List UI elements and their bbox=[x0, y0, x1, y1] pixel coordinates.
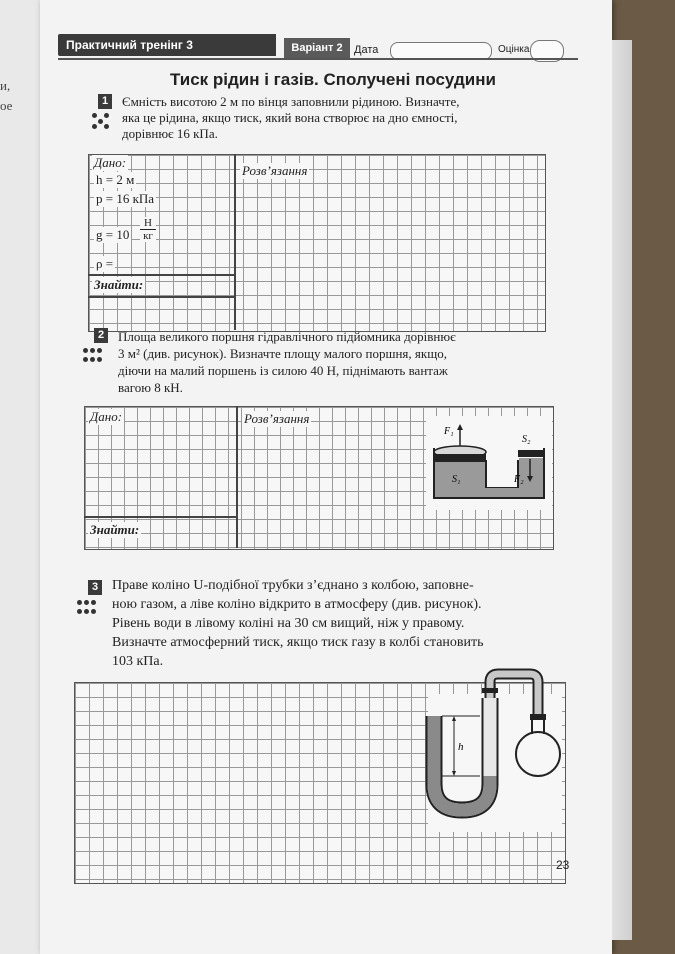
grade-label: Оцінка bbox=[498, 44, 530, 55]
task3-text bbox=[112, 576, 484, 671]
force-f2-label: F₂ bbox=[514, 474, 524, 485]
task2-given-label: Дано: bbox=[90, 409, 123, 424]
difficulty-dice-icon bbox=[82, 346, 104, 366]
task1-line: Ємність висотою 2 м по вінця заповнили рідиною. Визначте, bbox=[122, 94, 460, 109]
task1-given-rho: ρ = bbox=[96, 256, 114, 271]
task1-g-unit-den: кг bbox=[143, 230, 153, 242]
task3-line: 103 кПа. bbox=[112, 654, 164, 669]
task2-column-divider bbox=[236, 406, 238, 548]
task1-column-divider bbox=[234, 154, 236, 330]
task1-find-bottom-divider bbox=[88, 296, 234, 298]
task1-line: яка це рідина, якщо тиск, який вона створює на дно ємності, bbox=[122, 110, 458, 125]
page-stack-edge bbox=[612, 40, 632, 940]
area-s2-label: S₂ bbox=[522, 434, 531, 445]
task2-line: вагою 8 кН. bbox=[118, 380, 183, 395]
task1-g-unit bbox=[140, 217, 156, 242]
task1-find-divider bbox=[88, 274, 234, 276]
task3-line: ною газом, а ліве коліно відкрито в атмосферу (див. рисунок). bbox=[112, 597, 482, 612]
difficulty-dice-icon bbox=[90, 111, 112, 131]
task3-line: Визначте атмосферний тиск, якщо тиск газу в колбі становить bbox=[112, 635, 484, 650]
training-label: Практичний тренінг 3 bbox=[58, 34, 276, 56]
task2-solution-label: Розв’язання bbox=[244, 411, 310, 426]
task1-given-g: g = 10 bbox=[96, 227, 130, 242]
task1-answer-grid[interactable] bbox=[88, 154, 546, 332]
hydraulic-press-diagram bbox=[426, 416, 552, 510]
task3-line: Праве коліно U-подібної трубки з’єднано з колбою, заповне- bbox=[112, 578, 474, 593]
force-f1-label: F₁ bbox=[444, 426, 454, 437]
task1-solution-label: Розв’язання bbox=[242, 163, 308, 178]
task3-line: Рівень води в лівому коліні на 30 см вищий, ніж у правому. bbox=[112, 616, 465, 631]
variant-label: Варіант 2 bbox=[284, 38, 350, 58]
task2-find-divider bbox=[84, 516, 236, 518]
area-s1-label: S₁ bbox=[452, 474, 461, 485]
task1-given-h: h = 2 м bbox=[96, 172, 135, 187]
header-rule bbox=[58, 58, 578, 60]
task2-text bbox=[118, 328, 456, 396]
task-number-badge: 2 bbox=[94, 328, 108, 343]
task2-line: діючи на малий поршень із силою 40 Н, піднімають вантаж bbox=[118, 363, 448, 378]
task1-given-label: Дано: bbox=[94, 155, 127, 170]
page-number: 23 bbox=[556, 858, 570, 872]
height-h-label: h bbox=[458, 741, 464, 753]
left-page-fragment: ое bbox=[0, 98, 13, 113]
page-title: Тиск рідин і газів. Сполучені посудини bbox=[170, 70, 496, 89]
task1-line: дорівнює 16 кПа. bbox=[122, 126, 218, 141]
u-tube-diagram bbox=[420, 668, 566, 832]
left-page-edge bbox=[0, 0, 41, 954]
header-bar bbox=[58, 34, 558, 64]
task-number-badge: 1 bbox=[98, 94, 112, 109]
task1-g-unit-num: Н bbox=[140, 217, 156, 230]
task1-text bbox=[122, 94, 460, 142]
left-page-fragment: и, bbox=[0, 78, 11, 93]
task-number-badge: 3 bbox=[88, 580, 102, 595]
difficulty-dice-icon bbox=[76, 598, 98, 618]
task1-find-label: Знайти: bbox=[94, 277, 144, 292]
task2-line: Площа великого поршня гідравлічного підйомника дорівнює bbox=[118, 329, 456, 344]
date-label: Дата bbox=[354, 44, 379, 56]
task2-line: 3 м² (див. рисунок). Визначте площу малого поршня, якщо, bbox=[118, 346, 447, 361]
task1-given-p: p = 16 кПа bbox=[96, 191, 155, 206]
task2-find-label: Знайти: bbox=[90, 522, 140, 537]
